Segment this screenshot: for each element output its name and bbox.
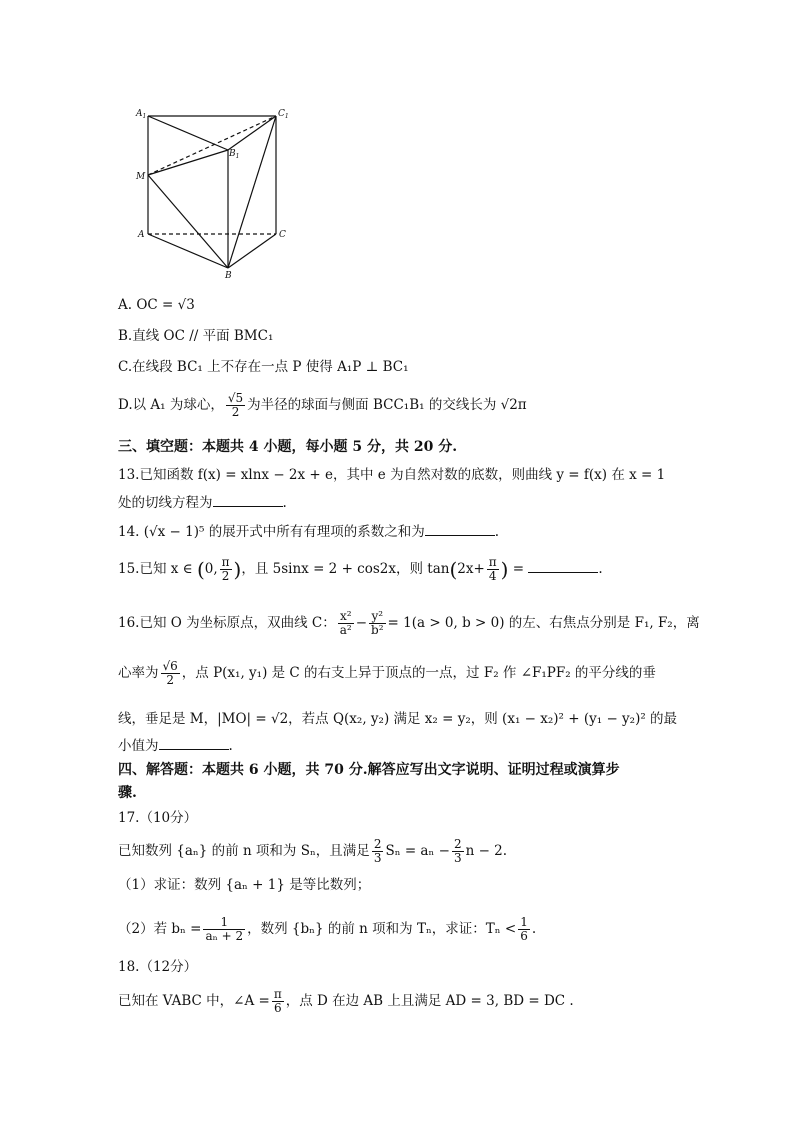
q17-stem-mid: Sₙ = aₙ − bbox=[385, 843, 450, 859]
line-mb1 bbox=[148, 150, 228, 175]
q16-line4-text: 小值为 bbox=[118, 738, 159, 754]
line-mb bbox=[148, 175, 228, 268]
q15-mid: ，且 5sinx = 2 + cos2x，则 tan bbox=[241, 561, 450, 577]
label-b1: $B_1$ bbox=[229, 149, 240, 160]
prism-figure bbox=[128, 100, 298, 280]
label-a1: $A_1$ bbox=[136, 109, 147, 120]
q16-line2-pre: 心率为 bbox=[118, 665, 159, 681]
q18-stem-post: ，点 D 在边 AB 上且满足 AD = 3, BD = DC . bbox=[285, 993, 574, 1009]
q17-part2-post: . bbox=[531, 921, 537, 937]
q17-frac1-den: 3 bbox=[373, 851, 382, 865]
q15-pre: 15.已知 x ∈ bbox=[118, 561, 197, 577]
q16-ecc-num: √6 bbox=[162, 659, 178, 673]
edge-ab bbox=[148, 234, 228, 268]
q17-stem bbox=[118, 838, 507, 865]
q17-stem-pre: 已知数列 {aₙ} 的前 n 项和为 Sₙ，且满足 bbox=[118, 843, 370, 859]
q15-answer-blank bbox=[528, 560, 598, 573]
q16-answer-blank bbox=[159, 737, 229, 750]
q16-line3: 线，垂足是 M，|MO| = √2，若点 Q(x₂, y₂) 满足 x₂ = y₂，则 (x₁ − x₂)² + (y₁ − y₂)² 的最 bbox=[118, 711, 678, 727]
option-d-den: 2 bbox=[231, 405, 240, 419]
q17-part2-num: 1 bbox=[203, 916, 245, 930]
q16-line1-post: = 1(a > 0, b > 0) 的左、右焦点分别是 F₁, F₂，离 bbox=[387, 615, 700, 631]
q17-frac2-num: 2 bbox=[453, 837, 462, 851]
q15-frac1-num: π bbox=[221, 555, 230, 569]
q13-line2-text: 处的切线方程为 bbox=[118, 495, 213, 511]
q14-text: 14. (√x − 1)⁵ 的展开式中所有有理项的系数之和为 bbox=[118, 524, 425, 540]
q14-post: . bbox=[494, 524, 499, 540]
q16-line2-post: ，点 P(x₁, y₁) 是 C 的右支上异于顶点的一点，过 F₂ 作 ∠F₁PF₂ 的平分线的垂 bbox=[181, 665, 656, 681]
q16-line4: 小值为 . bbox=[118, 738, 233, 754]
q18-score: 18.（12分） bbox=[118, 959, 198, 975]
q17-part2-frac2-num: 1 bbox=[520, 915, 528, 929]
q16-frac-x bbox=[338, 610, 354, 637]
q15-frac2-num: π bbox=[488, 555, 497, 569]
q16-a2: a² bbox=[339, 623, 352, 637]
q16-b2: b² bbox=[371, 623, 384, 637]
q15-frac1-den: 2 bbox=[221, 569, 230, 583]
q16-ecc-den: 2 bbox=[166, 673, 174, 687]
q15-frac1 bbox=[220, 556, 232, 583]
option-d-post: 为半径的球面与侧面 BCC₁B₁ 的交线长为 √2π bbox=[247, 397, 527, 413]
section-3-heading: 三、填空题：本题共 4 小题，每小题 5 分，共 20 分. bbox=[118, 439, 458, 455]
option-d-pre: D.以 A₁ 为球心， bbox=[118, 397, 224, 413]
section-4-heading-line1: 四、解答题：本题共 6 小题，共 70 分.解答应写出文字说明、证明过程或演算步 bbox=[118, 762, 620, 778]
q17-frac2 bbox=[452, 838, 464, 865]
q13-line1: 13.已知函数 f(x) = xlnx − 2x + e，其中 e 为自然对数的底数，则曲线 y = f(x) 在 x = 1 bbox=[118, 467, 666, 483]
edge-b1c1 bbox=[228, 116, 276, 150]
q15: 15.已知 x ∈ (0, $\frac{\pi}{2}$ )，且 5sinx = 2 + cos2x，则 tan(2x+ $\frac{\pi}{4}$ ) = . bbox=[118, 555, 603, 583]
q16-y2: y² bbox=[369, 610, 386, 624]
q16-line1-pre: 16.已知 O 为坐标原点，双曲线 C： bbox=[118, 615, 336, 631]
label-a: A bbox=[138, 230, 145, 240]
q17-part1: （1）求证：数列 {aₙ + 1} 是等比数列； bbox=[118, 877, 371, 893]
q14 bbox=[118, 523, 499, 541]
q17-stem-post: n − 2. bbox=[465, 843, 508, 859]
q17-part2-pre: （2）若 bₙ = bbox=[118, 921, 202, 937]
option-d bbox=[118, 392, 527, 419]
q15-frac2 bbox=[487, 556, 499, 583]
q16-line1: 16.已知 O 为坐标原点，双曲线 C： $\frac{\text{x²}}{\text{a²}}$ − $\frac{\text{y²}}{\text{b²}}$ = 1(a > 0, b > 0) 的左、右焦点分别是 F₁, F₂，离 bbox=[118, 609, 700, 637]
q16-ecc-frac bbox=[161, 660, 180, 687]
q16-line2 bbox=[118, 660, 656, 687]
q17-part2-frac bbox=[203, 916, 245, 943]
q18-stem bbox=[118, 988, 574, 1015]
label-m: M bbox=[136, 172, 146, 182]
q17-frac1-num: 2 bbox=[373, 837, 382, 851]
option-d-fraction bbox=[226, 392, 245, 419]
line-mc1-dashed bbox=[148, 116, 276, 175]
q18-frac-num: π bbox=[273, 987, 282, 1001]
q13-answer-blank bbox=[213, 494, 283, 507]
edge-bc bbox=[228, 234, 276, 268]
edge-a1b1 bbox=[148, 116, 228, 150]
section-4-heading-line2: 骤. bbox=[118, 785, 137, 801]
q17-part2-frac2-den: 6 bbox=[520, 929, 528, 943]
q17-part2-frac2 bbox=[518, 916, 530, 943]
q17-part2-den: aₙ + 2 bbox=[205, 929, 244, 943]
q15-frac2-den: 4 bbox=[488, 569, 497, 583]
q16-x2: x² bbox=[338, 610, 354, 624]
q17-score: 17.（10分） bbox=[118, 810, 198, 826]
option-b: B.直线 OC // 平面 BMC₁ bbox=[118, 328, 274, 344]
q16-frac-y bbox=[369, 610, 386, 637]
q17-frac2-den: 3 bbox=[453, 851, 462, 865]
q17-part2-mid: ，数列 {bₙ} 的前 n 项和为 Tₙ，求证：Tₙ < bbox=[247, 921, 517, 937]
option-d-num: √5 bbox=[227, 391, 244, 405]
option-c: C.在线段 BC₁ 上不存在一点 P 使得 A₁P ⊥ BC₁ bbox=[118, 359, 409, 375]
q15-post: . bbox=[598, 561, 603, 577]
label-b: B bbox=[225, 271, 232, 280]
q17-part2 bbox=[118, 916, 536, 943]
q18-frac bbox=[272, 988, 284, 1015]
q13-line2: 处的切线方程为 . bbox=[118, 495, 287, 511]
q18-stem-pre: 已知在 VABC 中，∠A = bbox=[118, 993, 270, 1009]
q14-answer-blank bbox=[425, 523, 495, 536]
q18-frac-den: 6 bbox=[273, 1001, 282, 1015]
line-bc1 bbox=[228, 116, 276, 268]
label-c1: $C_1$ bbox=[278, 109, 289, 120]
option-a: A. OC = √3 bbox=[118, 297, 195, 313]
q17-frac1 bbox=[372, 838, 384, 865]
label-c: C bbox=[279, 230, 286, 240]
